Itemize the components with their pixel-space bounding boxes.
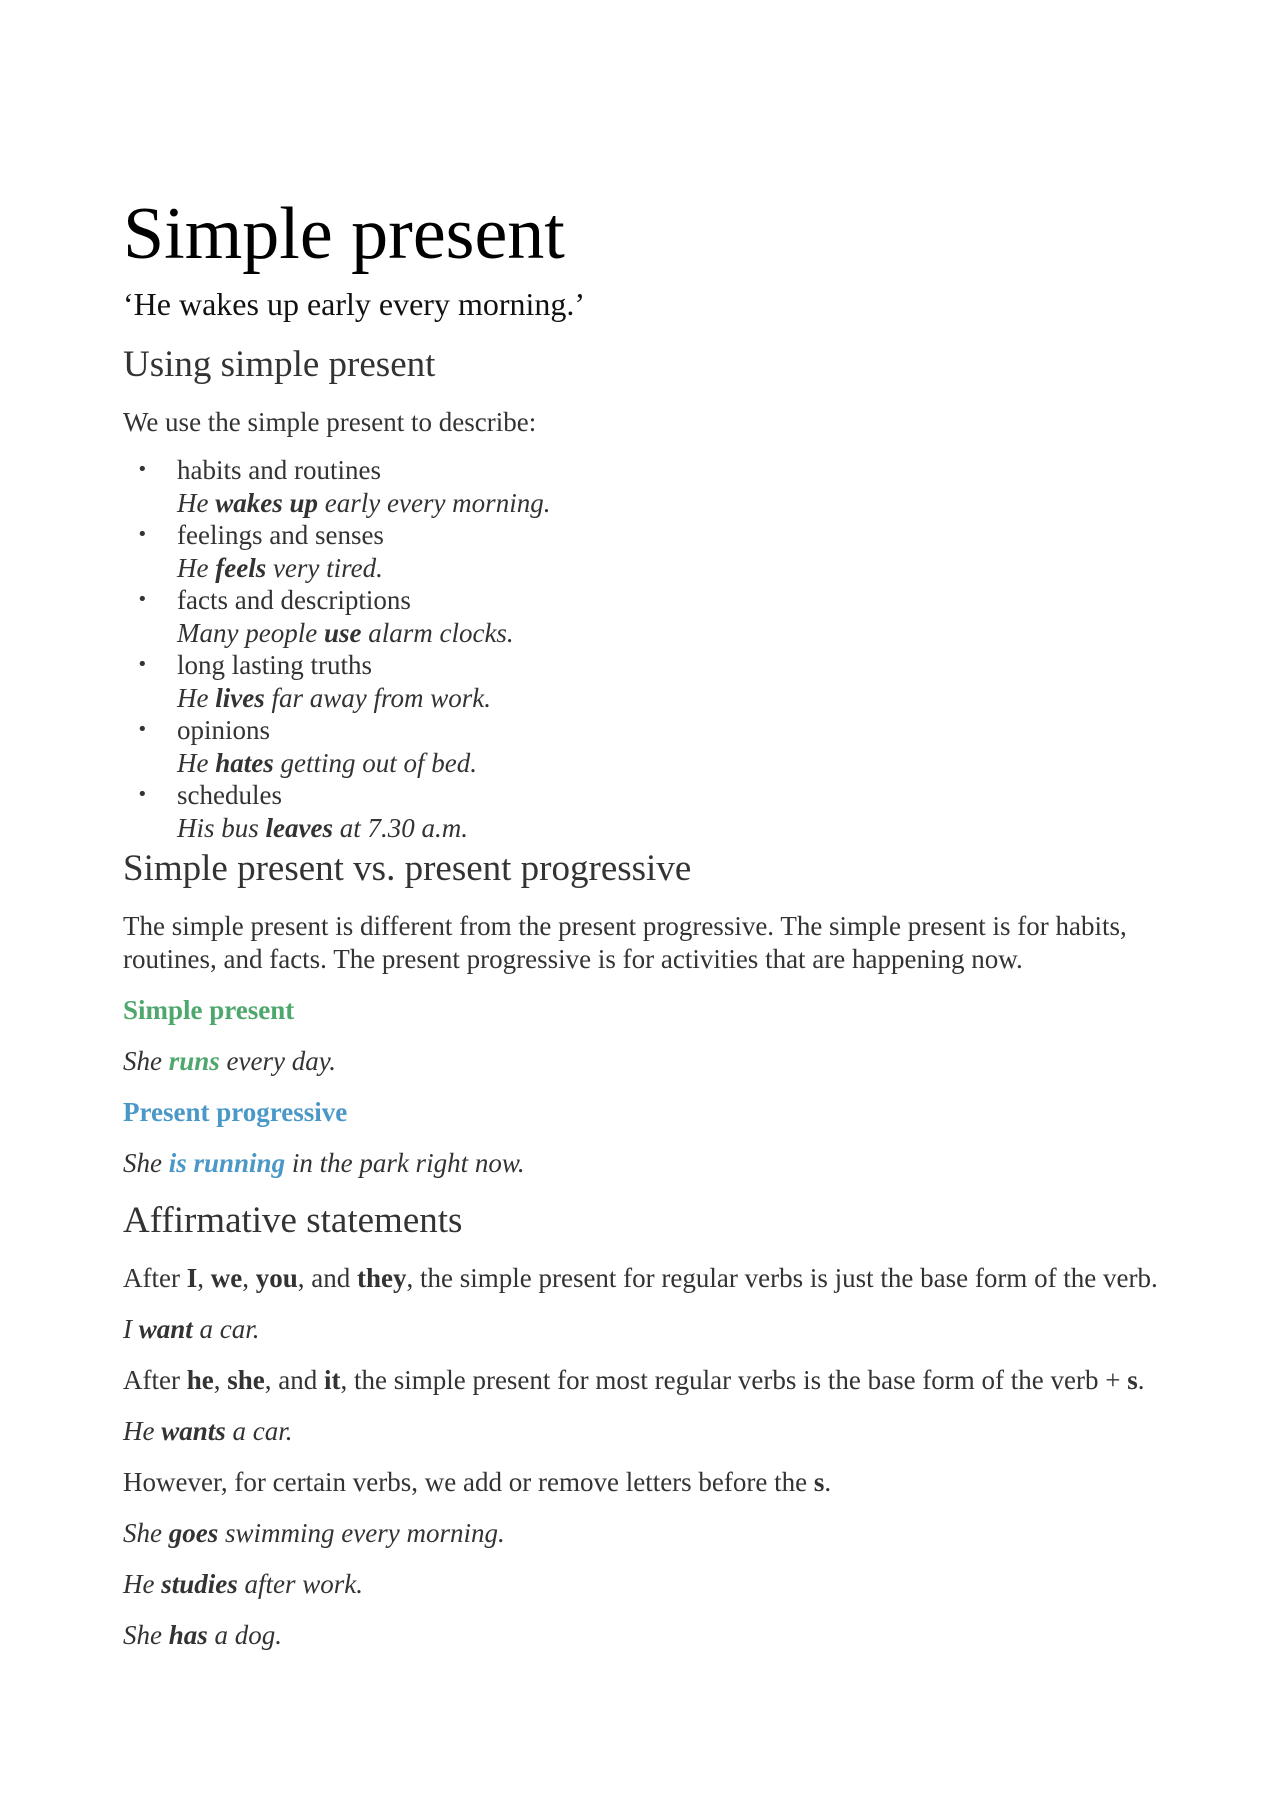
list-item — [123, 519, 1163, 584]
bullet-icon: • — [137, 654, 148, 675]
list-item — [123, 779, 1163, 844]
bullet-icon: • — [137, 524, 148, 545]
bullet-icon: • — [137, 784, 148, 805]
affirmative-paragraph-2: After he, she, and it, the simple present for most regular verbs is the base form of the verb + s. — [123, 1365, 1145, 1395]
list-item-label: opinions — [177, 715, 271, 745]
list-item — [123, 714, 1163, 779]
bullet-icon: • — [137, 719, 148, 740]
affirmative-example-5: She has a dog. — [123, 1620, 283, 1650]
list-item-example: He hates getting out of bed. — [177, 747, 477, 778]
list-item-example: He lives far away from work. — [177, 682, 491, 713]
affirmative-example-3: She goes swimming every morning. — [123, 1518, 505, 1548]
usage-list — [123, 454, 1163, 844]
affirmative-example-4: He studies after work. — [123, 1569, 364, 1599]
subtitle: ‘He wakes up early every morning.’ — [123, 286, 586, 322]
affirmative-example-2: He wants a car. — [123, 1416, 293, 1446]
heading-simple-vs-progressive: Simple present vs. present progressive — [123, 848, 692, 889]
list-item-label: feelings and senses — [177, 520, 384, 550]
bullet-icon: • — [137, 459, 148, 480]
list-item-label: facts and descriptions — [177, 585, 411, 615]
list-item-example: His bus leaves at 7.30 a.m. — [177, 812, 468, 843]
list-item — [123, 649, 1163, 714]
page-title: Simple present — [123, 193, 565, 275]
list-item-label: long lasting truths — [177, 650, 372, 680]
simple-present-example: She runs every day. — [123, 1046, 336, 1076]
list-item — [123, 584, 1163, 649]
heading-affirmative-statements: Affirmative statements — [123, 1200, 463, 1241]
comparison-paragraph: The simple present is different from the present progressive. The simple present is for habits, routines, and facts. The present progressive is for activities that are happening now. — [123, 911, 1127, 974]
list-item-example: He wakes up early every morning. — [177, 487, 551, 518]
list-item-example: Many people use alarm clocks. — [177, 617, 514, 648]
present-progressive-label: Present progressive — [123, 1097, 348, 1127]
affirmative-example-1: I want a car. — [123, 1314, 260, 1344]
document-page — [123, 190, 1163, 1652]
bullet-icon: • — [137, 589, 148, 610]
list-item-example: He feels very tired. — [177, 552, 383, 583]
simple-present-label: Simple present — [123, 995, 295, 1025]
list-item-label: habits and routines — [177, 455, 381, 485]
list-item-label: schedules — [177, 780, 282, 810]
affirmative-paragraph-1: After I, we, you, and they, the simple present for regular verbs is just the base form of the verb. — [123, 1263, 1158, 1293]
affirmative-paragraph-3: However, for certain verbs, we add or remove letters before the s. — [123, 1467, 832, 1497]
intro-text: We use the simple present to describe: — [123, 407, 537, 437]
heading-using-simple-present: Using simple present — [123, 344, 436, 385]
present-progressive-example: She is running in the park right now. — [123, 1148, 525, 1178]
list-item — [123, 454, 1163, 519]
